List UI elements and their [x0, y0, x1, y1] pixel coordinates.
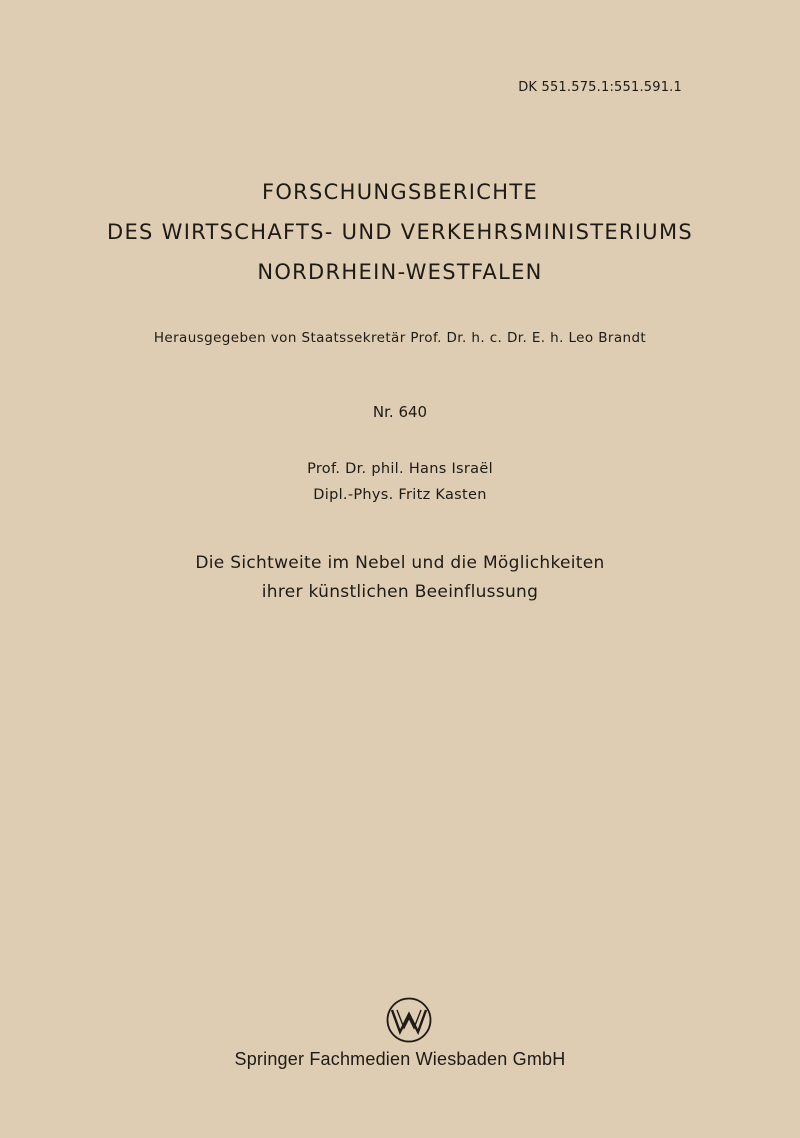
springer-w-logo-icon [385, 996, 433, 1044]
series-title-line-2: DES WIRTSCHAFTS- UND VERKEHRSMINISTERIUMS [106, 220, 693, 244]
classification-code: DK 551.575.1:551.591.1 [518, 80, 682, 95]
series-title [0, 172, 800, 292]
book-title [0, 549, 800, 607]
series-title-line-1: FORSCHUNGSBERICHTE [261, 180, 539, 204]
book-title-line-2: ihrer künstlichen Beeinflussung [261, 582, 539, 602]
book-title-line-1: Die Sichtweite im Nebel und die Möglichkeiten [195, 553, 605, 573]
editor-line: Herausgegeben von Staatssekretär Prof. Dr. h. c. Dr. E. h. Leo Brandt [153, 330, 647, 346]
series-title-line-3: NORDRHEIN-WESTFALEN [257, 260, 543, 284]
author-2: Dipl.-Phys. Fritz Kasten [313, 487, 487, 503]
authors [0, 456, 800, 508]
volume-number: Nr. 640 [372, 403, 428, 421]
author-1: Prof. Dr. phil. Hans Israël [307, 461, 493, 477]
publisher-name: Springer Fachmedien Wiesbaden GmbH [234, 1049, 566, 1069]
